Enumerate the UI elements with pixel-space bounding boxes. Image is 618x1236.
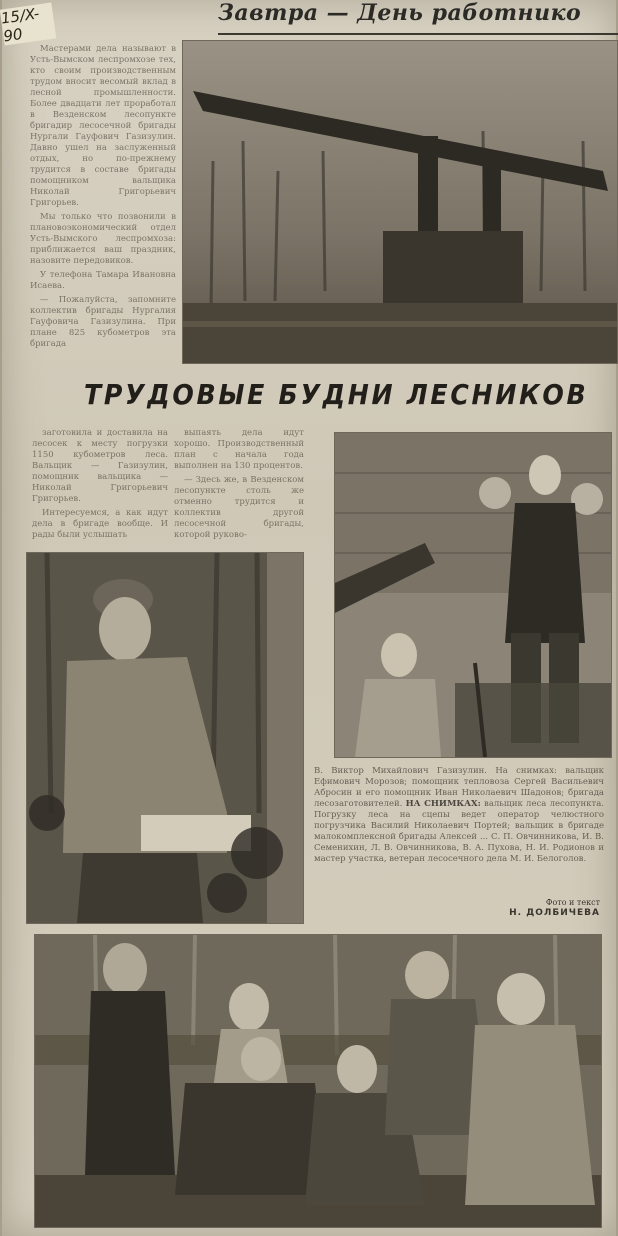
- photo-caption: [314, 766, 604, 916]
- paragraph: У телефона Тамара Ивановна Исаева.: [30, 270, 176, 291]
- header-rule: [218, 33, 618, 35]
- photo-logging-crane: [182, 40, 618, 364]
- credit-author: Н. ДОЛБИЧЕВА: [509, 908, 600, 918]
- article-column-2: [32, 428, 168, 544]
- newspaper-clipping: [2, 0, 616, 1236]
- article-title: ТРУДОВЫЕ БУДНИ ЛЕСНИКОВ: [84, 378, 589, 411]
- handwritten-date: 15/X-90: [0, 3, 56, 46]
- credit-label: Фото и текст: [545, 898, 600, 907]
- caption-lead: В. Виктор Михайлович Газизулин. На снимках: вальщик Ефимович Морозов; помощник тепловоза Сергей Васильевич Абросин и его помощник Иван Николаевич Шадонов; бригада лесозаготовителей.: [314, 766, 604, 809]
- paragraph: — Пожалуйста, запомните коллектив бригады Нургалия Гауфовича Газизулина. При плане 825 кубометров эта бригада: [30, 295, 176, 349]
- paragraph: заготовила и доставила на лесосек к месту погрузки 1150 кубометров леса. Вальщик — Газизулин, помощник вальщика — Николай Григорьевич Григорьев.: [32, 428, 168, 504]
- paragraph: Интересуемся, а как идут дела в бригаде вообще. И рады были услышать: [32, 508, 168, 540]
- article-column-1: [30, 44, 176, 370]
- paragraph: — Здесь же, в Везденском лесопункте столь же отменно трудится и коллектив другой лесосечной бригады, которой руково-: [174, 475, 304, 540]
- paragraph: выпаять дела идут хорошо. Производственный план с начала года выполнен на 130 процентов.: [174, 428, 304, 471]
- photo-worker-portrait: [26, 552, 304, 924]
- article-column-3: [174, 428, 304, 544]
- caption-heading: НА СНИМКАХ:: [405, 799, 481, 809]
- photo-brigade-group: [34, 934, 602, 1228]
- photo-locomotive-driver: [334, 432, 612, 758]
- page-header-title: Завтра — День работнико: [218, 0, 582, 26]
- photo-credit: [470, 898, 600, 918]
- caption-body: вальщик леса лесопункта. Погрузку леса на сцепы ведет оператор челюстного погрузчика Василий Николаевич Портей; вальщик в бригаде малокомплексной бригады Алексей ... С. П. Овчинникова, И. В. Семенихин, Л. В. Овчинникова, В. А. Пухова, Н. И. Родионов и мастер участка, ветеран лесосечного дела М. И. Белоголов.: [314, 799, 604, 864]
- paragraph: Мастерами дела называют в Усть-Вымском леспромхозе тех, кто своим производственным трудом вносит весомый вклад в лесной промышленности. Более двадцати лет проработал в Везденском лесопункте бригадир лесосечной бригады Нургали Гауфович Газизулин. Давно ушел на заслуженный отдых, но по-прежнему трудится в составе бригады помощником вальщика Николай Григорьевич Григорьев.: [30, 44, 176, 208]
- paragraph: Мы только что позвонили в плановоэкономический отдел Усть-Вымского леспромхоза: приближается ваш праздник, назовите передовиков.: [30, 212, 176, 266]
